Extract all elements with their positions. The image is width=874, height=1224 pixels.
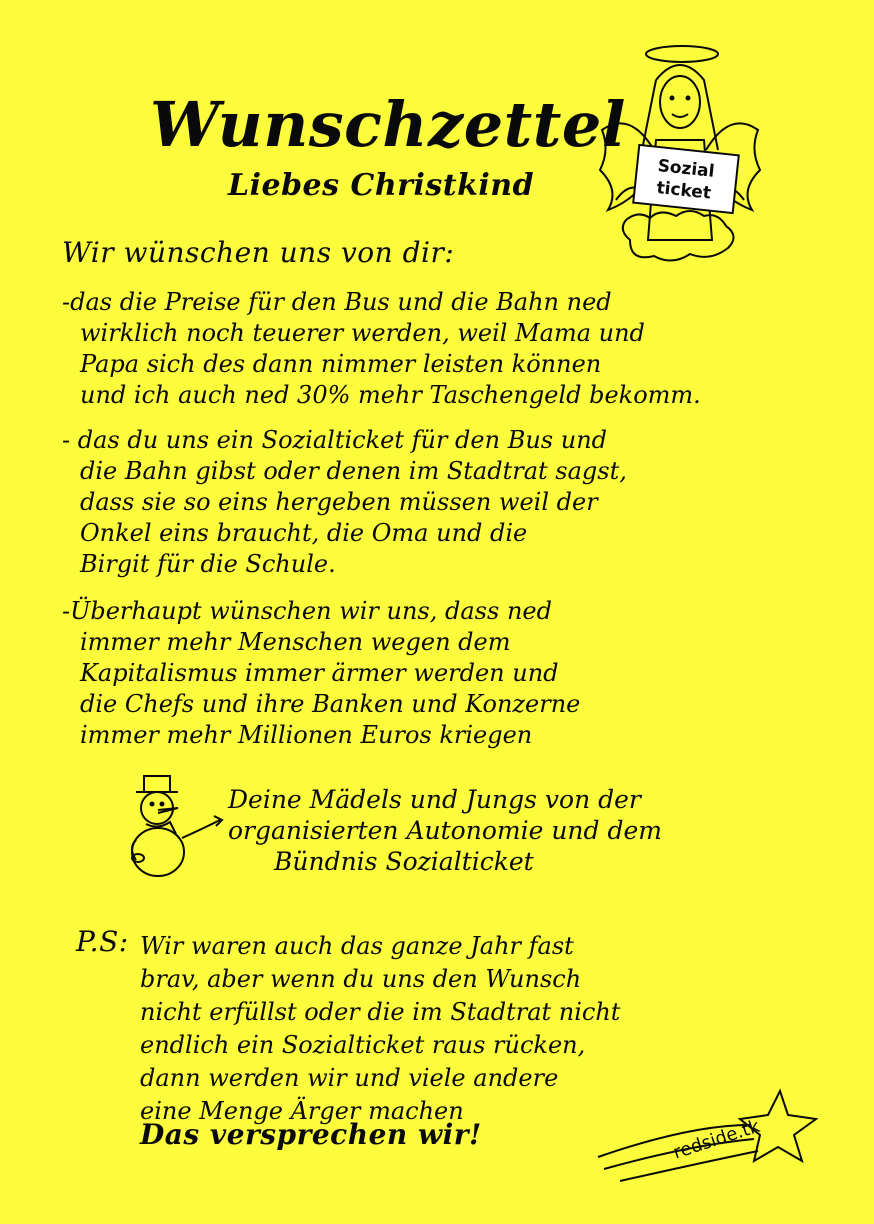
text-line: Wir waren auch das ganze Jahr fast bbox=[140, 932, 574, 960]
text-line: brav, aber wenn du uns den Wunsch bbox=[140, 965, 582, 993]
text-line: immer mehr Menschen wegen dem bbox=[80, 628, 511, 656]
star-text: redside.tk bbox=[670, 1115, 763, 1164]
page-title: Wunschzettel bbox=[150, 88, 626, 161]
wish-paragraph-1 bbox=[62, 287, 701, 411]
shooting-star-illustration bbox=[590, 1085, 830, 1185]
text-line: Papa sich des dann nimmer leisten können bbox=[80, 350, 602, 378]
text-line: Birgit für die Schule. bbox=[80, 550, 336, 578]
text-line: die Bahn gibst oder denen im Stadtrat sagst, bbox=[80, 457, 627, 485]
text-line: dass sie so eins hergeben müssen weil der bbox=[80, 488, 598, 516]
text-line: -Überhaupt wünschen wir uns, dass ned bbox=[62, 597, 552, 625]
text-line: wirklich noch teuerer werden, weil Mama und bbox=[80, 319, 645, 347]
wish-paragraph-2 bbox=[62, 425, 627, 580]
text-line: -das die Preise für den Bus und die Bahn ned bbox=[62, 288, 612, 316]
angel-illustration bbox=[590, 40, 770, 270]
text-line: immer mehr Millionen Euros kriegen bbox=[80, 721, 533, 749]
closing-line: Das versprechen wir! bbox=[140, 1118, 482, 1151]
signature-block bbox=[228, 784, 662, 877]
text-line: endlich ein Sozialticket raus rücken, bbox=[140, 1031, 586, 1059]
postscript-block bbox=[140, 930, 620, 1128]
text-line: und ich auch ned 30% mehr Taschengeld bekomm. bbox=[80, 381, 701, 409]
snowman-illustration bbox=[118, 772, 228, 882]
text-line: die Chefs und ihre Banken und Konzerne bbox=[80, 690, 581, 718]
halo-icon bbox=[646, 46, 718, 62]
salutation: Liebes Christkind bbox=[228, 168, 535, 203]
ps-label: P.S: bbox=[76, 925, 129, 958]
text-line: Deine Mädels und Jungs von der bbox=[228, 785, 641, 814]
text-line: Kapitalismus immer ärmer werden und bbox=[80, 659, 559, 687]
text-line: Onkel eins braucht, die Oma und die bbox=[80, 519, 528, 547]
text-line: - das du uns ein Sozialticket für den Bus und bbox=[62, 426, 608, 454]
text-line: organisierten Autonomie und dem bbox=[228, 816, 662, 845]
text-line: nicht erfüllst oder die im Stadtrat nicht bbox=[140, 998, 621, 1026]
text-line: eine Menge Ärger machen bbox=[140, 1097, 464, 1125]
text-line: Bündnis Sozialticket bbox=[274, 847, 534, 876]
angel-sign-line: Sozial bbox=[656, 156, 716, 182]
angel-sign-line: ticket bbox=[655, 178, 712, 204]
text-line: dann werden wir und viele andere bbox=[140, 1064, 559, 1092]
wish-paragraph-3 bbox=[62, 596, 580, 751]
intro-line: Wir wünschen uns von dir: bbox=[62, 236, 455, 269]
